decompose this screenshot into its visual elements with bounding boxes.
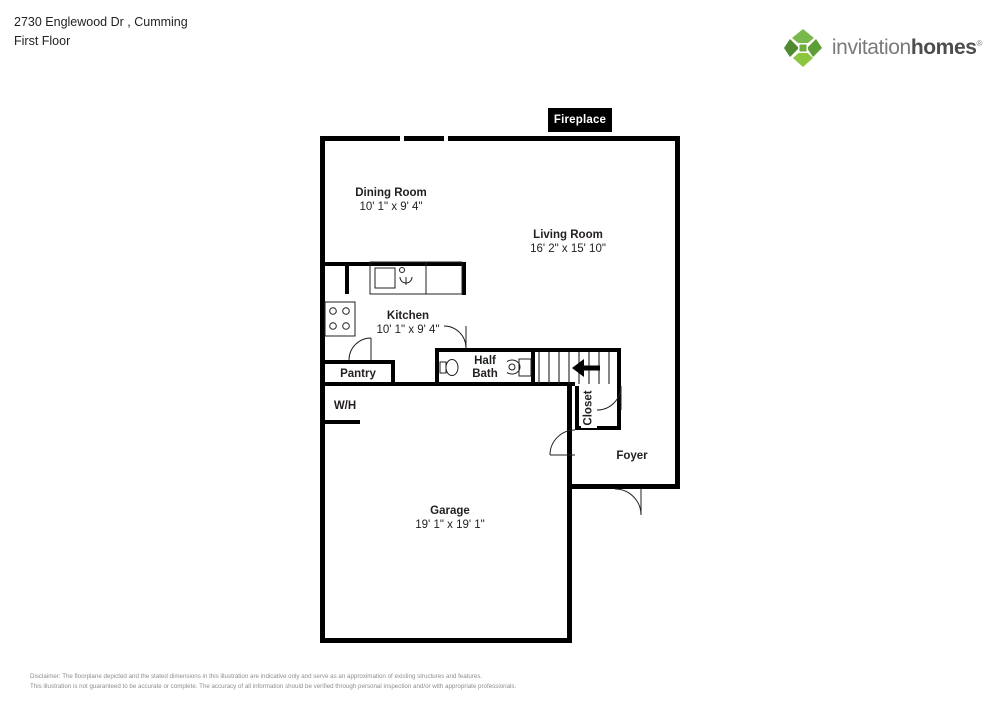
brand-trademark: ® — [976, 39, 982, 48]
room-label-dining-room: Dining Room 10' 1" x 9' 4" — [355, 187, 427, 213]
brand-word-invitation: invitation — [831, 36, 911, 59]
kitchen-sink-icon — [370, 262, 426, 294]
tag-half-bath: Half Bath — [463, 354, 507, 382]
tag-foyer: Foyer — [610, 448, 654, 464]
room-label-living-room: Living Room 16' 2" x 15' 10" — [530, 229, 606, 255]
page-title: 2730 Englewood Dr , Cumming — [14, 15, 188, 29]
room-label-garage: Garage 19' 1" x 19' 1" — [415, 505, 485, 531]
tag-pantry: Pantry — [330, 366, 386, 382]
up-arrow-icon — [572, 359, 600, 377]
toilet-icon — [440, 360, 458, 376]
floor-subtitle: First Floor — [14, 34, 71, 48]
bathroom-sink-icon — [504, 359, 531, 376]
tag-closet: Closet — [581, 388, 597, 428]
disclaimer-line-1: Disclaimer: The floorplane depicted and the stated dimensions in this illustration are indicative only and serve as an approximation of existing structures and features. — [30, 673, 483, 680]
tag-water-heater: W/H — [326, 398, 364, 414]
disclaimer — [30, 672, 730, 692]
stove-range-icon — [325, 302, 355, 336]
countertop — [426, 262, 462, 294]
disclaimer-line-2: This illustration is not guaranteed to be accurate or complete. The accuracy of all information should be verified through personal inspection and/or with appropriate professionals. — [30, 683, 517, 690]
brand-word-homes: homes — [910, 36, 977, 59]
room-label-kitchen: Kitchen 10' 1" x 9' 4" — [376, 310, 440, 336]
tag-fireplace: Fireplace — [548, 108, 612, 132]
